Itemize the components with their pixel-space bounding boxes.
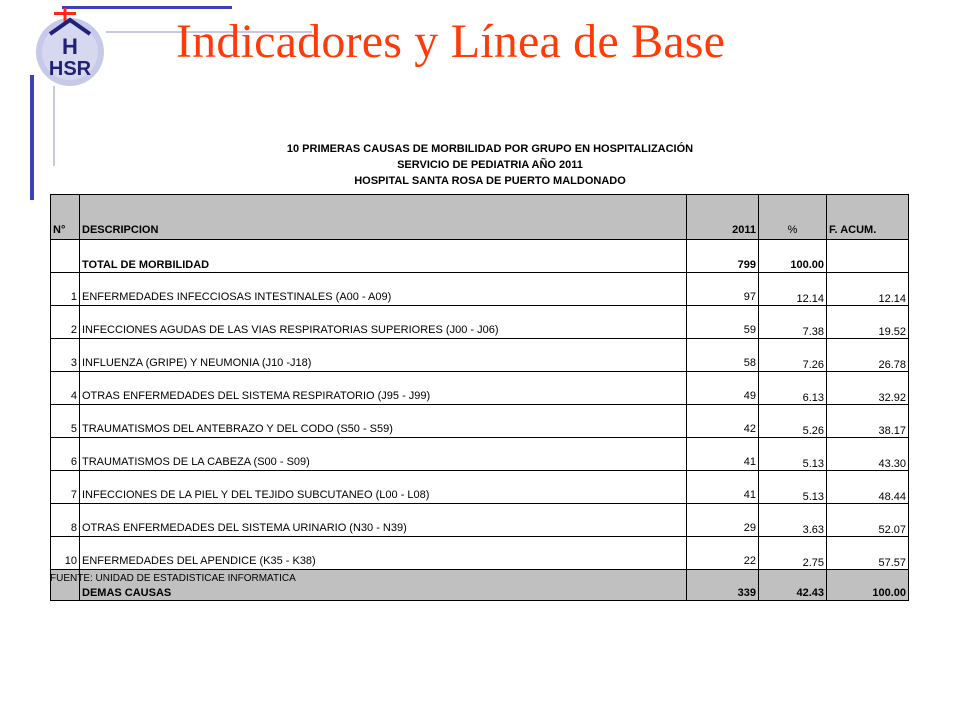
report-heading-line1: 10 PRIMERAS CAUSAS DE MORBILIDAD POR GRUPO EN HOSPITALIZACIÓN xyxy=(286,143,694,155)
row-pct: 12.14 xyxy=(759,273,827,306)
row-n: 7 xyxy=(51,471,80,504)
slide-title: Indicadores y Línea de Base xyxy=(176,15,726,68)
table-row xyxy=(51,273,909,306)
table-row xyxy=(51,339,909,372)
table-header-row xyxy=(51,195,909,240)
row-acum: 32.92 xyxy=(827,372,909,405)
row-pct: 7.38 xyxy=(759,306,827,339)
row-value: 22 xyxy=(687,537,759,570)
row-acum: 57.57 xyxy=(827,537,909,570)
row-n: 4 xyxy=(51,372,80,405)
row-n: 8 xyxy=(51,504,80,537)
row-n: 3 xyxy=(51,339,80,372)
row-n: 5 xyxy=(51,405,80,438)
report-heading-line2: SERVICIO DE PEDIATRIA AÑO 2011 xyxy=(397,159,583,171)
row-pct: 6.13 xyxy=(759,372,827,405)
row-desc: ENFERMEDADES INFECCIOSAS INTESTINALES (A00 - A09) xyxy=(80,273,687,306)
decorative-line-left-light xyxy=(53,86,55,166)
row-acum: 48.44 xyxy=(827,471,909,504)
column-header-acum: F. ACUM. xyxy=(827,195,909,240)
row-value: 97 xyxy=(687,273,759,306)
column-header-n: N° xyxy=(51,195,80,240)
source-note: FUENTE: UNIDAD DE ESTADISTICAE INFORMATICA xyxy=(50,573,296,584)
row-pct: 2.75 xyxy=(759,537,827,570)
table-row xyxy=(51,405,909,438)
row-pct: 7.26 xyxy=(759,339,827,372)
morbidity-table xyxy=(50,194,909,601)
row-pct: 5.26 xyxy=(759,405,827,438)
svg-text:H: H xyxy=(62,34,78,59)
row-desc: OTRAS ENFERMEDADES DEL SISTEMA URINARIO (N30 - N39) xyxy=(80,504,687,537)
row-desc: INFECCIONES DE LA PIEL Y DEL TEJIDO SUBCUTANEO (L00 - L08) xyxy=(80,471,687,504)
row-desc: INFLUENZA (GRIPE) Y NEUMONIA (J10 -J18) xyxy=(80,339,687,372)
demas-acum: 100.00 xyxy=(827,570,909,601)
row-desc: OTRAS ENFERMEDADES DEL SISTEMA RESPIRATORIO (J95 - J99) xyxy=(80,372,687,405)
total-pct: 100.00 xyxy=(759,240,827,273)
row-desc: ENFERMEDADES DEL APENDICE (K35 - K38) xyxy=(80,537,687,570)
row-value: 42 xyxy=(687,405,759,438)
row-pct: 5.13 xyxy=(759,438,827,471)
row-value: 41 xyxy=(687,438,759,471)
row-n: 2 xyxy=(51,306,80,339)
row-n: 6 xyxy=(51,438,80,471)
table-row xyxy=(51,438,909,471)
demas-label: DEMAS CAUSAS xyxy=(80,570,687,601)
report-heading xyxy=(200,141,780,189)
row-value: 49 xyxy=(687,372,759,405)
total-label: TOTAL DE MORBILIDAD xyxy=(80,240,687,273)
decorative-line-left xyxy=(30,75,34,200)
row-pct: 5.13 xyxy=(759,471,827,504)
row-acum: 19.52 xyxy=(827,306,909,339)
demas-value: 339 xyxy=(687,570,759,601)
hospital-logo xyxy=(34,8,108,88)
row-desc: TRAUMATISMOS DEL ANTEBRAZO Y DEL CODO (S50 - S59) xyxy=(80,405,687,438)
table-row xyxy=(51,306,909,339)
row-n: 10 xyxy=(51,537,80,570)
total-acum xyxy=(827,240,909,273)
table-row xyxy=(51,372,909,405)
row-value: 29 xyxy=(687,504,759,537)
row-value: 41 xyxy=(687,471,759,504)
svg-text:HSR: HSR xyxy=(48,58,92,80)
row-acum: 26.78 xyxy=(827,339,909,372)
row-pct: 3.63 xyxy=(759,504,827,537)
total-value: 799 xyxy=(687,240,759,273)
row-value: 59 xyxy=(687,306,759,339)
row-desc: TRAUMATISMOS DE LA CABEZA (S00 - S09) xyxy=(80,438,687,471)
column-header-pct: % xyxy=(759,195,827,240)
total-row xyxy=(51,240,909,273)
column-header-descripcion: DESCRIPCION xyxy=(80,195,687,240)
report-heading-line3: HOSPITAL SANTA ROSA DE PUERTO MALDONADO xyxy=(354,175,626,187)
column-header-year: 2011 xyxy=(687,195,759,240)
table-row xyxy=(51,504,909,537)
row-n: 1 xyxy=(51,273,80,306)
demas-pct: 42.43 xyxy=(759,570,827,601)
row-acum: 52.07 xyxy=(827,504,909,537)
table-row xyxy=(51,537,909,570)
total-n xyxy=(51,240,80,273)
row-acum: 12.14 xyxy=(827,273,909,306)
table-row xyxy=(51,471,909,504)
row-acum: 38.17 xyxy=(827,405,909,438)
row-value: 58 xyxy=(687,339,759,372)
row-acum: 43.30 xyxy=(827,438,909,471)
row-desc: INFECCIONES AGUDAS DE LAS VIAS RESPIRATORIAS SUPERIORES (J00 - J06) xyxy=(80,306,687,339)
morbidity-table-body xyxy=(51,195,909,601)
